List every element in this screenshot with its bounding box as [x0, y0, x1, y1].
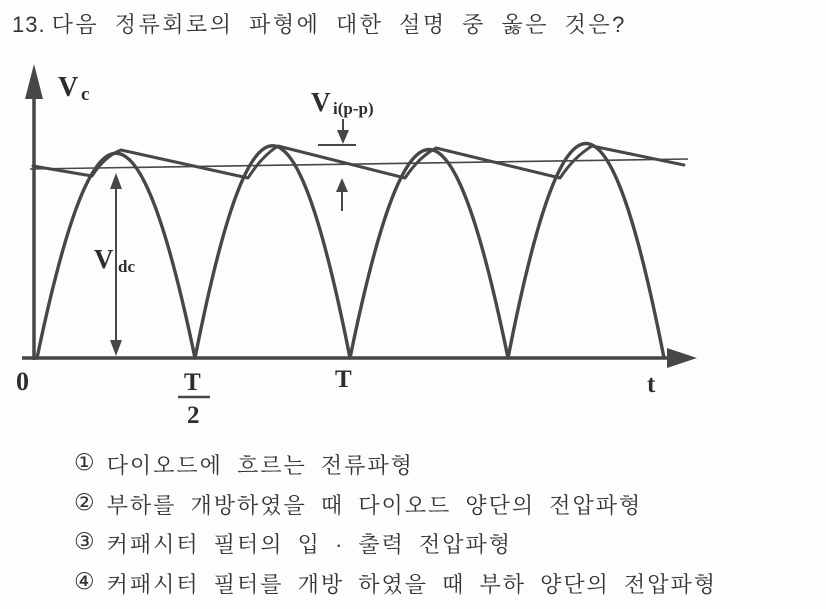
- x-axis-arrowhead-icon: [667, 348, 697, 368]
- choice-2-marker[interactable]: ②: [74, 488, 95, 515]
- vdc-label-main: V: [94, 244, 114, 274]
- choice-3-text: 커패시터 필터의 입 · 출력 전압파형: [106, 532, 513, 557]
- x-tick-full-label: T: [335, 366, 352, 393]
- y-axis-label-sub: c: [81, 84, 90, 105]
- x-tick-half-denominator: 2: [187, 402, 200, 429]
- origin-label: 0: [16, 367, 29, 396]
- choice-1[interactable]: [74, 449, 814, 489]
- choice-1-text: 다이오드에 흐르는 전류파형: [106, 453, 414, 478]
- ripple-label-sub: i(p-p): [333, 99, 374, 118]
- choice-2[interactable]: [74, 489, 814, 529]
- answer-choices: [74, 449, 814, 607]
- x-axis-label: t: [647, 371, 656, 398]
- question-text: 다음 정류회로의 파형에 대한 설명 중 옳은 것은?: [51, 12, 627, 37]
- ripple-arrow-up-icon: [336, 178, 348, 192]
- x-tick-half-numerator: T: [184, 369, 201, 396]
- y-axis-label-main: V: [58, 72, 79, 103]
- rectifier-waveform-chart: [0, 55, 770, 440]
- ripple-label-main: V: [311, 87, 331, 117]
- waveform-figure: [0, 55, 770, 440]
- question-number: 13.: [12, 12, 46, 37]
- vdc-arrow-down-icon: [110, 340, 122, 356]
- y-axis-arrowhead-icon: [25, 64, 43, 99]
- question-line: [12, 8, 627, 39]
- choice-3[interactable]: [74, 528, 814, 568]
- choice-2-text: 부하를 개방하였을 때 다이오드 양단의 전압파형: [106, 492, 643, 518]
- choice-3-marker[interactable]: ③: [74, 528, 95, 554]
- rectified-sine-curve: [37, 144, 664, 359]
- choice-4-text: 커패시터 필터를 개방 하였을 때 부하 양단의 전압파형: [106, 571, 717, 597]
- vdc-label-sub: dc: [118, 257, 135, 276]
- choice-1-marker[interactable]: ①: [74, 449, 95, 475]
- choice-4-marker[interactable]: ④: [74, 567, 95, 594]
- choice-4[interactable]: [74, 568, 814, 608]
- vdc-arrow-up-icon: [110, 173, 122, 189]
- ripple-arrow-down-icon: [337, 130, 349, 144]
